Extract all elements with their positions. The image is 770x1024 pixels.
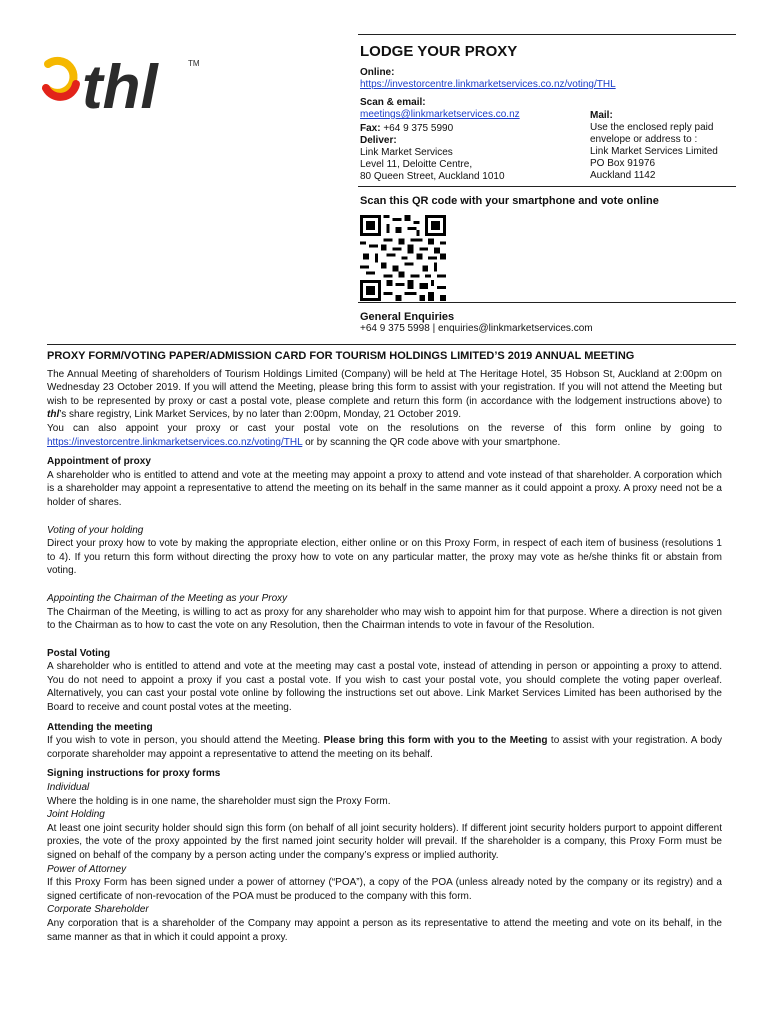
scan-email-link[interactable]: meetings@linkmarketservices.co.nz xyxy=(360,109,520,120)
poa-heading: Power of Attorney xyxy=(47,863,127,875)
thl-logo xyxy=(40,44,210,124)
logo-text: thl xyxy=(82,53,158,122)
joint-heading: Joint Holding xyxy=(47,809,105,821)
enquiries-section xyxy=(360,311,593,334)
lodge-title: LODGE YOUR PROXY xyxy=(360,43,518,60)
chairman-text: The Chairman of the Meeting, is willing to act as proxy for any shareholder who may wish to appoint him for that purpose. Where a direction is not given to the Chairman as to how to cast the vote on any Resolution, then the Chairman intends to vote in favour of the Resolution. xyxy=(47,606,722,632)
voting-text: Direct your proxy how to vote by making the appropriate election, either online or on this Proxy Form, in respect of each item of business (resolutions 1 to 4). If you return this form without directing the proxy how to vote on any particular matter, the proxy may vote as he/she thinks fit or abstain from voting. xyxy=(47,538,722,577)
online-paragraph: You can also appoint your proxy or cast your postal vote on the resolutions on the reverse of this form online by going to https://investorcentre.linkmarketservices.co.nz/voting/THL or by scanning the QR code above with your smartphone. xyxy=(47,422,722,448)
chairman-heading: Appointing the Chairman of the Meeting as your Proxy xyxy=(47,592,288,604)
deliver-section xyxy=(360,123,560,183)
divider xyxy=(358,186,736,187)
logo-tm: TM xyxy=(188,59,200,68)
attending-heading: Attending the meeting xyxy=(47,721,153,733)
qr-heading: Scan this QR code with your smartphone and vote online xyxy=(360,195,659,207)
divider xyxy=(358,302,736,303)
corporate-text: Any corporation that is a shareholder of the Company may appoint a person as its representative to attend the meeting and vote on its behalf, in the same manner as that in which it could appoint a proxy. xyxy=(47,917,722,943)
postal-text: A shareholder who is entitled to attend and vote at the meeting may cast a postal vote, instead of attending in person or appointing a proxy to attend. You do not need to appoint a proxy if you cast a postal vote. If you wish to cast your postal vote, you should complete the voting paper overleaf. Alternatively, you can cast your postal vote online by following the instructions set out above. Link Market Services Limited has been authorised by the Board to receive and count postal votes at the meeting. xyxy=(47,661,722,714)
online-label: Online: xyxy=(360,67,395,78)
online-section xyxy=(360,67,616,91)
signing-heading: Signing instructions for proxy forms xyxy=(47,768,221,780)
individual-text: Where the holding is in one name, the shareholder must sign the Proxy Form. xyxy=(47,795,391,807)
mail-line: Auckland 1142 xyxy=(590,170,656,181)
online-link[interactable]: https://investorcentre.linkmarketservices.co.nz/voting/THL xyxy=(360,79,616,90)
deliver-label: Deliver: xyxy=(360,135,397,146)
enquiries-value: +64 9 375 5998 | enquiries@linkmarketservices.com xyxy=(360,323,593,334)
scan-label: Scan & email: xyxy=(360,97,426,108)
qr-code[interactable] xyxy=(360,215,446,301)
attending-text: If you wish to vote in person, you should attend the Meeting. Please bring this form with you to the Meeting to assist with your registration. A body corporate shareholder may appoint a representative to attend the meeting on its behalf. xyxy=(47,735,723,760)
intro-paragraph: The Annual Meeting of shareholders of Tourism Holdings Limited (Company) will be held at The Heritage Hotel, 35 Hobson St, Auckland at 2:00pm on Wednesday 23 October 2019. If you will attend the Meeting, please bring this form to assist with your registration. If you will not attend the Meeting but wish to be represented by proxy or cast a postal vote, please complete and return this form (in accordance with the lodgement instructions above) to thl’s share registry, Link Market Services, by no later than 2:00pm, Monday, 21 October 2019. xyxy=(47,368,722,421)
postal-heading: Postal Voting xyxy=(47,647,111,659)
deliver-line: Link Market Services xyxy=(360,147,453,158)
voting-heading: Voting of your holding xyxy=(47,524,144,536)
fax-label: Fax: xyxy=(360,123,381,134)
appointment-heading: Appointment of proxy xyxy=(47,456,151,468)
joint-text: At least one joint security holder should sign this form (on behalf of all joint security holders). If different joint security holders purport to appoint different proxies, the vote of the proxy appointed by the first named joint security holder will prevail. If the shareholder is a company, this Proxy Form must be signed on behalf of the company by a person acting under the company’s express or implied authority. xyxy=(47,822,722,861)
mail-label: Mail: xyxy=(590,110,613,121)
deliver-line: Level 11, Deloitte Centre, xyxy=(360,159,473,170)
enquiries-label: General Enquiries xyxy=(360,311,455,323)
main-divider xyxy=(47,344,736,345)
top-rule xyxy=(358,34,736,35)
voting-link[interactable]: https://investorcentre.linkmarketservices.co.nz/voting/THL xyxy=(47,436,303,448)
mail-line: envelope or address to : xyxy=(590,134,698,145)
mail-line: Use the enclosed reply paid xyxy=(590,122,714,133)
appointment-text: A shareholder who is entitled to attend and vote at the meeting may appoint a proxy to attend and vote instead of that shareholder. A corporation which is a shareholder may appoint a representative to attend the meeting on its behalf in the same manner as it could appoint a proxy. A proxy need not be a holder of shares. xyxy=(47,469,722,508)
scan-section xyxy=(360,97,520,121)
mail-section xyxy=(590,110,740,182)
individual-heading: Individual xyxy=(47,782,90,794)
form-title: PROXY FORM/VOTING PAPER/ADMISSION CARD FOR TOURISM HOLDINGS LIMITED’S 2019 ANNUAL MEETING xyxy=(47,350,635,362)
deliver-line: 80 Queen Street, Auckland 1010 xyxy=(360,171,505,182)
mail-line: Link Market Services Limited xyxy=(590,146,718,157)
poa-text: If this Proxy Form has been signed under a power of attorney (“POA”), a copy of the POA (unless already noted by the company or its registry) and a signed certificate of non-revocation of the POA must be produced to the company with this form. xyxy=(47,877,722,902)
corporate-heading: Corporate Shareholder xyxy=(47,904,149,916)
fax-value: +64 9 375 5990 xyxy=(383,123,454,134)
mail-line: PO Box 91976 xyxy=(590,158,656,169)
form-body xyxy=(47,350,722,944)
